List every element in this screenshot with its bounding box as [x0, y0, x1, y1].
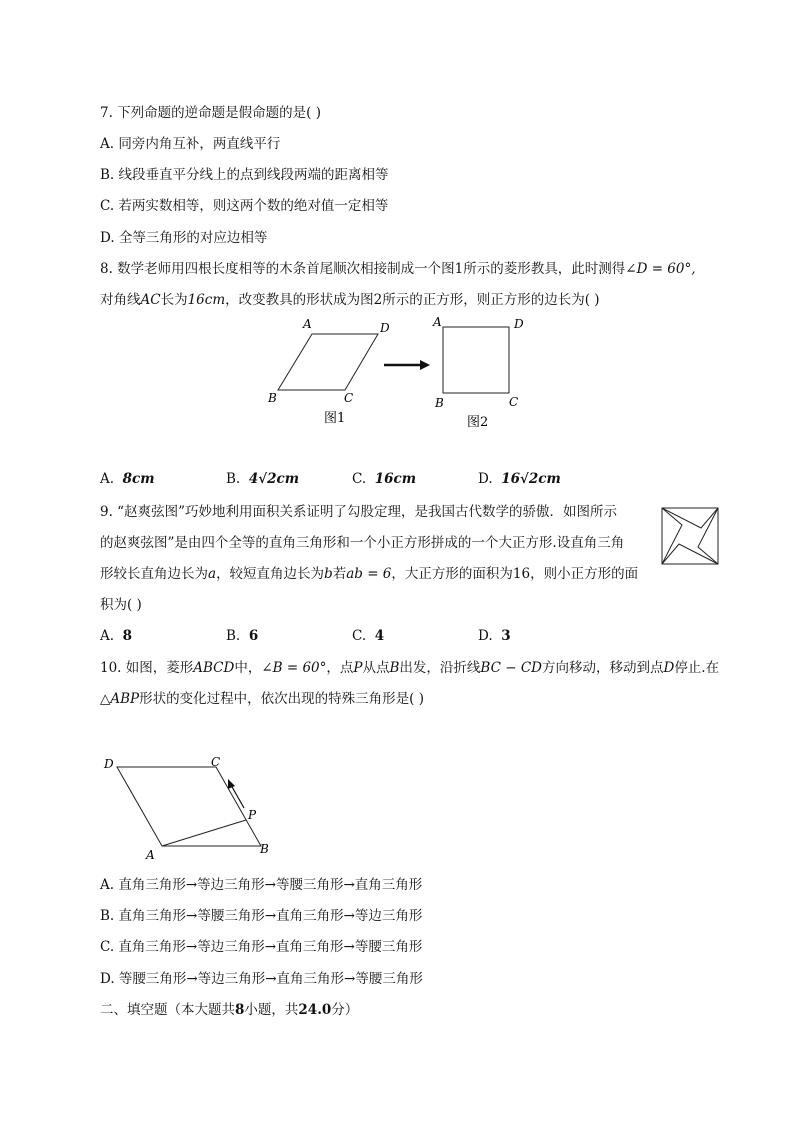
q8-option-c: C. 16cm [352, 471, 417, 487]
fig2-label-b: B [435, 396, 444, 410]
q9-option-d: D. 3 [478, 628, 511, 644]
q9-stem-line3: 形较长直角边长为a，较短直角边长为b若ab = 6，大正方形的面积为16，则小正方形的面 [100, 566, 639, 582]
q8-option-b: B. 4√2cm [226, 471, 299, 487]
q7-option-c: C. 若两实数相等，则这两个数的绝对值一定相等 [100, 198, 389, 214]
fig2-label-c: C [509, 395, 519, 409]
fig1-label-a: A [303, 317, 312, 331]
q8-option-d: D. 16√2cm [478, 471, 561, 487]
q7-option-d: D. 全等三角形的对应边相等 [100, 230, 268, 246]
fig2-label-d: D [514, 317, 524, 331]
q10-stem-line1: 10. 如图，菱形ABCD中，∠B = 60°，点P从点B出发，沿折线BC − CD方向移动，移动到点D停止.在 [100, 660, 720, 676]
q7-option-a: A. 同旁内角互补，两直线平行 [100, 136, 281, 152]
q10-rhombus-figure [98, 752, 283, 864]
q8-stem-line2: 对角线AC长为16cm，改变教具的形状成为图2所示的正方形，则正方形的边长为( ) [100, 292, 600, 308]
fig2-label-a: A [433, 315, 442, 329]
fig2-caption: 图2 [467, 415, 489, 430]
q7-stem: 7. 下列命题的逆命题是假命题的是( ) [100, 105, 321, 121]
q10-option-a: A. 直角三角形→等边三角形→等腰三角形→直角三角形 [100, 877, 423, 893]
q7-option-b: B. 线段垂直平分线上的点到线段两端的距离相等 [100, 167, 389, 183]
rhombus-shape [278, 334, 378, 390]
q10-label-p: P [248, 808, 257, 822]
q10-label-d: D [104, 757, 114, 771]
zhao-shuang-figure [661, 507, 721, 567]
q10-label-b: B [260, 842, 269, 856]
q9-option-c: C. 4 [352, 628, 385, 644]
q10-stem-line2: △ABP形状的变化过程中，依次出现的特殊三角形是( ) [100, 691, 424, 707]
q10-label-c: C [211, 755, 221, 769]
q9-stem-line1: 9. “赵爽弦图”巧妙地利用面积关系证明了勾股定理，是我国古代数学的骄傲．如图所示 [100, 504, 617, 520]
arrow-right-icon [420, 360, 430, 370]
q9-option-b: B. 6 [226, 628, 259, 644]
q10-option-b: B. 直角三角形→等腰三角形→直角三角形→等边三角形 [100, 908, 423, 924]
fig1-label-c: C [344, 391, 354, 405]
q10-option-d: D. 等腰三角形→等边三角形→直角三角形→等腰三角形 [100, 971, 423, 987]
fig1-label-b: B [268, 391, 277, 405]
fig1-label-d: D [380, 321, 390, 335]
q8-stem-line1: 8. 数学老师用四根长度相等的木条首尾顺次相接制成一个图1所示的菱形教具，此时测得∠D = 60°, [100, 261, 696, 277]
q10-option-c: C. 直角三角形→等边三角形→直角三角形→等腰三角形 [100, 939, 423, 955]
q8-angle: ∠D = 60°, [625, 261, 696, 277]
q9-stem-line4: 积为( ) [100, 597, 142, 613]
q8-figures [260, 312, 560, 437]
direction-arrow-icon [228, 779, 235, 789]
q8-option-a: A. 8cm [100, 471, 155, 487]
q9-stem-line2: 的赵爽弦图”是由四个全等的直角三角形和一个小正方形拼成的一个大正方形.设直角三角 [100, 535, 625, 551]
q9-option-a: A. 8 [100, 628, 133, 644]
section2-title: 二、填空题（本大题共8小题，共24.0分） [100, 1002, 359, 1018]
segment-ap [162, 820, 246, 846]
fig1-caption: 图1 [324, 411, 346, 426]
q10-label-a: A [146, 848, 155, 862]
square-shape [443, 327, 509, 393]
rhombus-abcd [117, 767, 261, 846]
